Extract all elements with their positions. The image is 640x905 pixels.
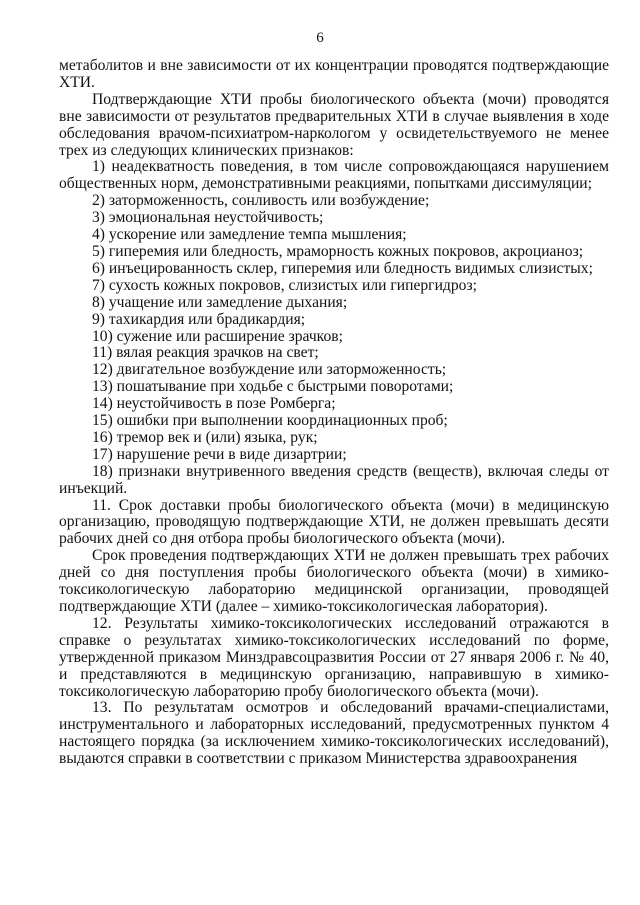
paragraph-item-11: 11. Срок доставки пробы биологического объекта (мочи) в медицинскую организацию, проводящую подтверждающие ХТИ, не должен превышать десяти рабочих дней со дня отбора пробы биологического объекта (мочи).: [59, 496, 609, 548]
paragraph-continuation: метаболитов и вне зависимости от их концентрации проводятся подтверждающие ХТИ.: [59, 57, 609, 91]
list-item: 4) ускорение или замедление темпа мышления;: [92, 226, 407, 244]
list-item: 13) пошатывание при ходьбе с быстрыми поворотами;: [92, 378, 454, 396]
list-item: 15) ошибки при выполнении координационных проб;: [92, 412, 448, 430]
list-item: 14) неустойчивость в позе Ромберга;: [92, 395, 336, 413]
list-item: 8) учащение или замедление дыхания;: [92, 293, 348, 311]
list-item: 17) нарушение речи в виде дизартрии;: [92, 445, 347, 463]
paragraph-test-deadline: Срок проведения подтверждающих ХТИ не должен превышать трех рабочих дней со дня поступления пробы биологического объекта (мочи) в химико-токсикологическую лабораторию медицинской организации, проводящей подтверждающие ХТИ (далее – химико-токсикологическая лаборатория).: [59, 547, 609, 615]
document-body: [59, 58, 609, 768]
list-item: 3) эмоциональная неустойчивость;: [92, 209, 324, 227]
list-item: 1) неадекватность поведения, в том числе сопровождающаяся нарушением общественных норм, демонстративными реакциями, попытками диссимуляции;: [59, 158, 609, 193]
list-item: 10) сужение или расширение зрачков;: [92, 327, 343, 345]
list-item: 11) вялая реакция зрачков на свет;: [92, 344, 319, 362]
clinical-signs-list: [59, 159, 609, 497]
list-item: 12) двигательное возбуждение или заторможенность;: [92, 361, 447, 379]
paragraph-confirmatory-tests: Подтверждающие ХТИ пробы биологического объекта (мочи) проводятся вне зависимости от результатов предварительных ХТИ в случае выявления в ходе обследования врачом-психиатром-наркологом у освидетельствуемого не менее трех из следующих клинических признаков:: [59, 90, 609, 159]
page-number: 6: [316, 30, 324, 46]
list-item: 7) сухость кожных покровов, слизистых или гипергидроз;: [92, 276, 477, 294]
list-item: 16) тремор век и (или) языка, рук;: [92, 428, 318, 446]
list-item: 9) тахикардия или брадикардия;: [92, 310, 306, 328]
paragraph-item-13: 13. По результатам осмотров и обследований врачами-специалистами, инструментального и лабораторных исследований, предусмотренных пунктом 4 настоящего порядка (за исключением химико-токсикологических исследований), выдаются справки в соответствии с приказом Министерства здравоохранения: [59, 699, 609, 768]
list-item: 5) гиперемия или бледность, мраморность кожных покровов, акроцианоз;: [92, 242, 584, 260]
list-item: 18) признаки внутривенного введения средств (веществ), включая следы от инъекций.: [59, 462, 609, 497]
paragraph-item-12: 12. Результаты химико-токсикологических исследований отражаются в справке о результатах химико-токсикологических исследований по форме, утвержденной приказом Минздравсоцразвития России от 27 января 2006 г. № 40, и представляются в медицинскую организацию, направившую в химико-токсикологическую лабораторию пробу биологического объекта (мочи).: [59, 614, 609, 700]
list-item: 6) инъецированность склер, гиперемия или бледность видимых слизистых;: [92, 259, 593, 277]
list-item: 2) заторможенность, сонливость или возбуждение;: [92, 192, 430, 210]
